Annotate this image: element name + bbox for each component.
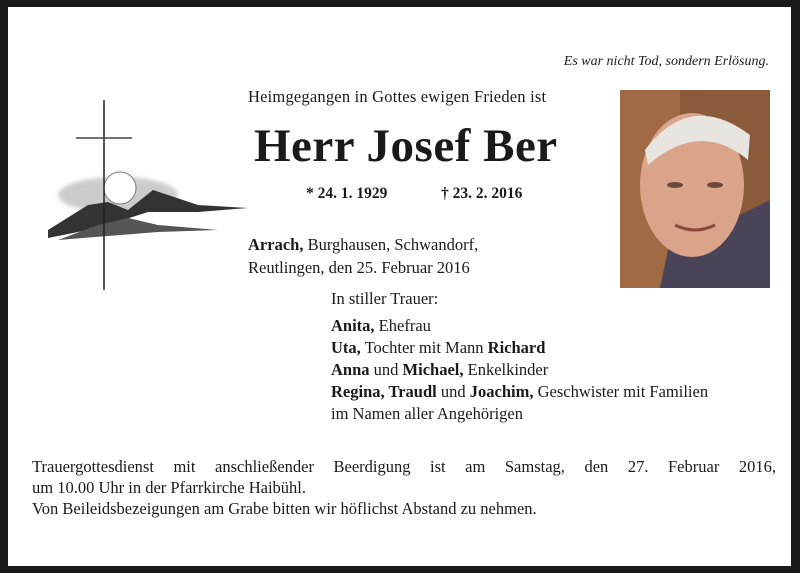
mourner-relation: Tochter mit Mann bbox=[360, 338, 488, 357]
mourner-line bbox=[331, 360, 548, 380]
funeral-info-line-2: um 10.00 Uhr in der Pfarrkirche Haibühl. bbox=[32, 478, 307, 497]
mourner-line bbox=[331, 338, 545, 358]
intro-line: Heimgegangen in Gottes ewigen Frieden ist bbox=[248, 87, 547, 106]
condolence-note: Von Beileidsbezeigungen am Grabe bitten wir höflichst Abstand zu nehmen. bbox=[32, 499, 537, 518]
deceased-name: Herr Josef Ber bbox=[254, 120, 558, 172]
mourner-relation: Enkelkinder bbox=[463, 360, 549, 379]
obituary-card bbox=[8, 7, 791, 566]
birth-date: * 24. 1. 1929 bbox=[306, 185, 388, 202]
mourner-line bbox=[331, 382, 708, 402]
mourner-name: Uta, bbox=[331, 338, 361, 357]
mourner-name: Richard bbox=[487, 338, 546, 357]
mourner-line bbox=[331, 316, 431, 336]
mourner-name: Joachim, bbox=[469, 382, 534, 401]
death-date: † 23. 2. 2016 bbox=[441, 185, 523, 202]
place-line-1 bbox=[248, 235, 478, 255]
mourner-name: Michael, bbox=[402, 360, 464, 379]
cross-mountain-sun-emblem bbox=[48, 90, 248, 290]
place-rest: Burghausen, Schwandorf, bbox=[303, 235, 479, 254]
mourner-name: Anna bbox=[331, 360, 370, 379]
mourner-text: und bbox=[436, 382, 470, 401]
mourner-name: Regina, Traudl bbox=[331, 382, 437, 401]
mourner-relation: Geschwister mit Familien bbox=[533, 382, 709, 401]
mourner-name: Anita, bbox=[331, 316, 375, 335]
mourner-relation: Ehefrau bbox=[374, 316, 431, 335]
portrait-photo bbox=[620, 90, 770, 288]
mourner-text: und bbox=[369, 360, 403, 379]
mourner-line: im Namen aller Angehörigen bbox=[331, 404, 523, 423]
mourners-heading: In stiller Trauer: bbox=[331, 289, 439, 308]
place-line-2: Reutlingen, den 25. Februar 2016 bbox=[248, 258, 470, 277]
funeral-info-line-1: Trauergottesdienst mit anschließender Beerdigung ist am Samstag, den 27. Februar 2016, bbox=[32, 457, 776, 476]
place-bold: Arrach, bbox=[248, 235, 304, 254]
epigraph-quote: Es war nicht Tod, sondern Erlösung. bbox=[563, 54, 769, 69]
